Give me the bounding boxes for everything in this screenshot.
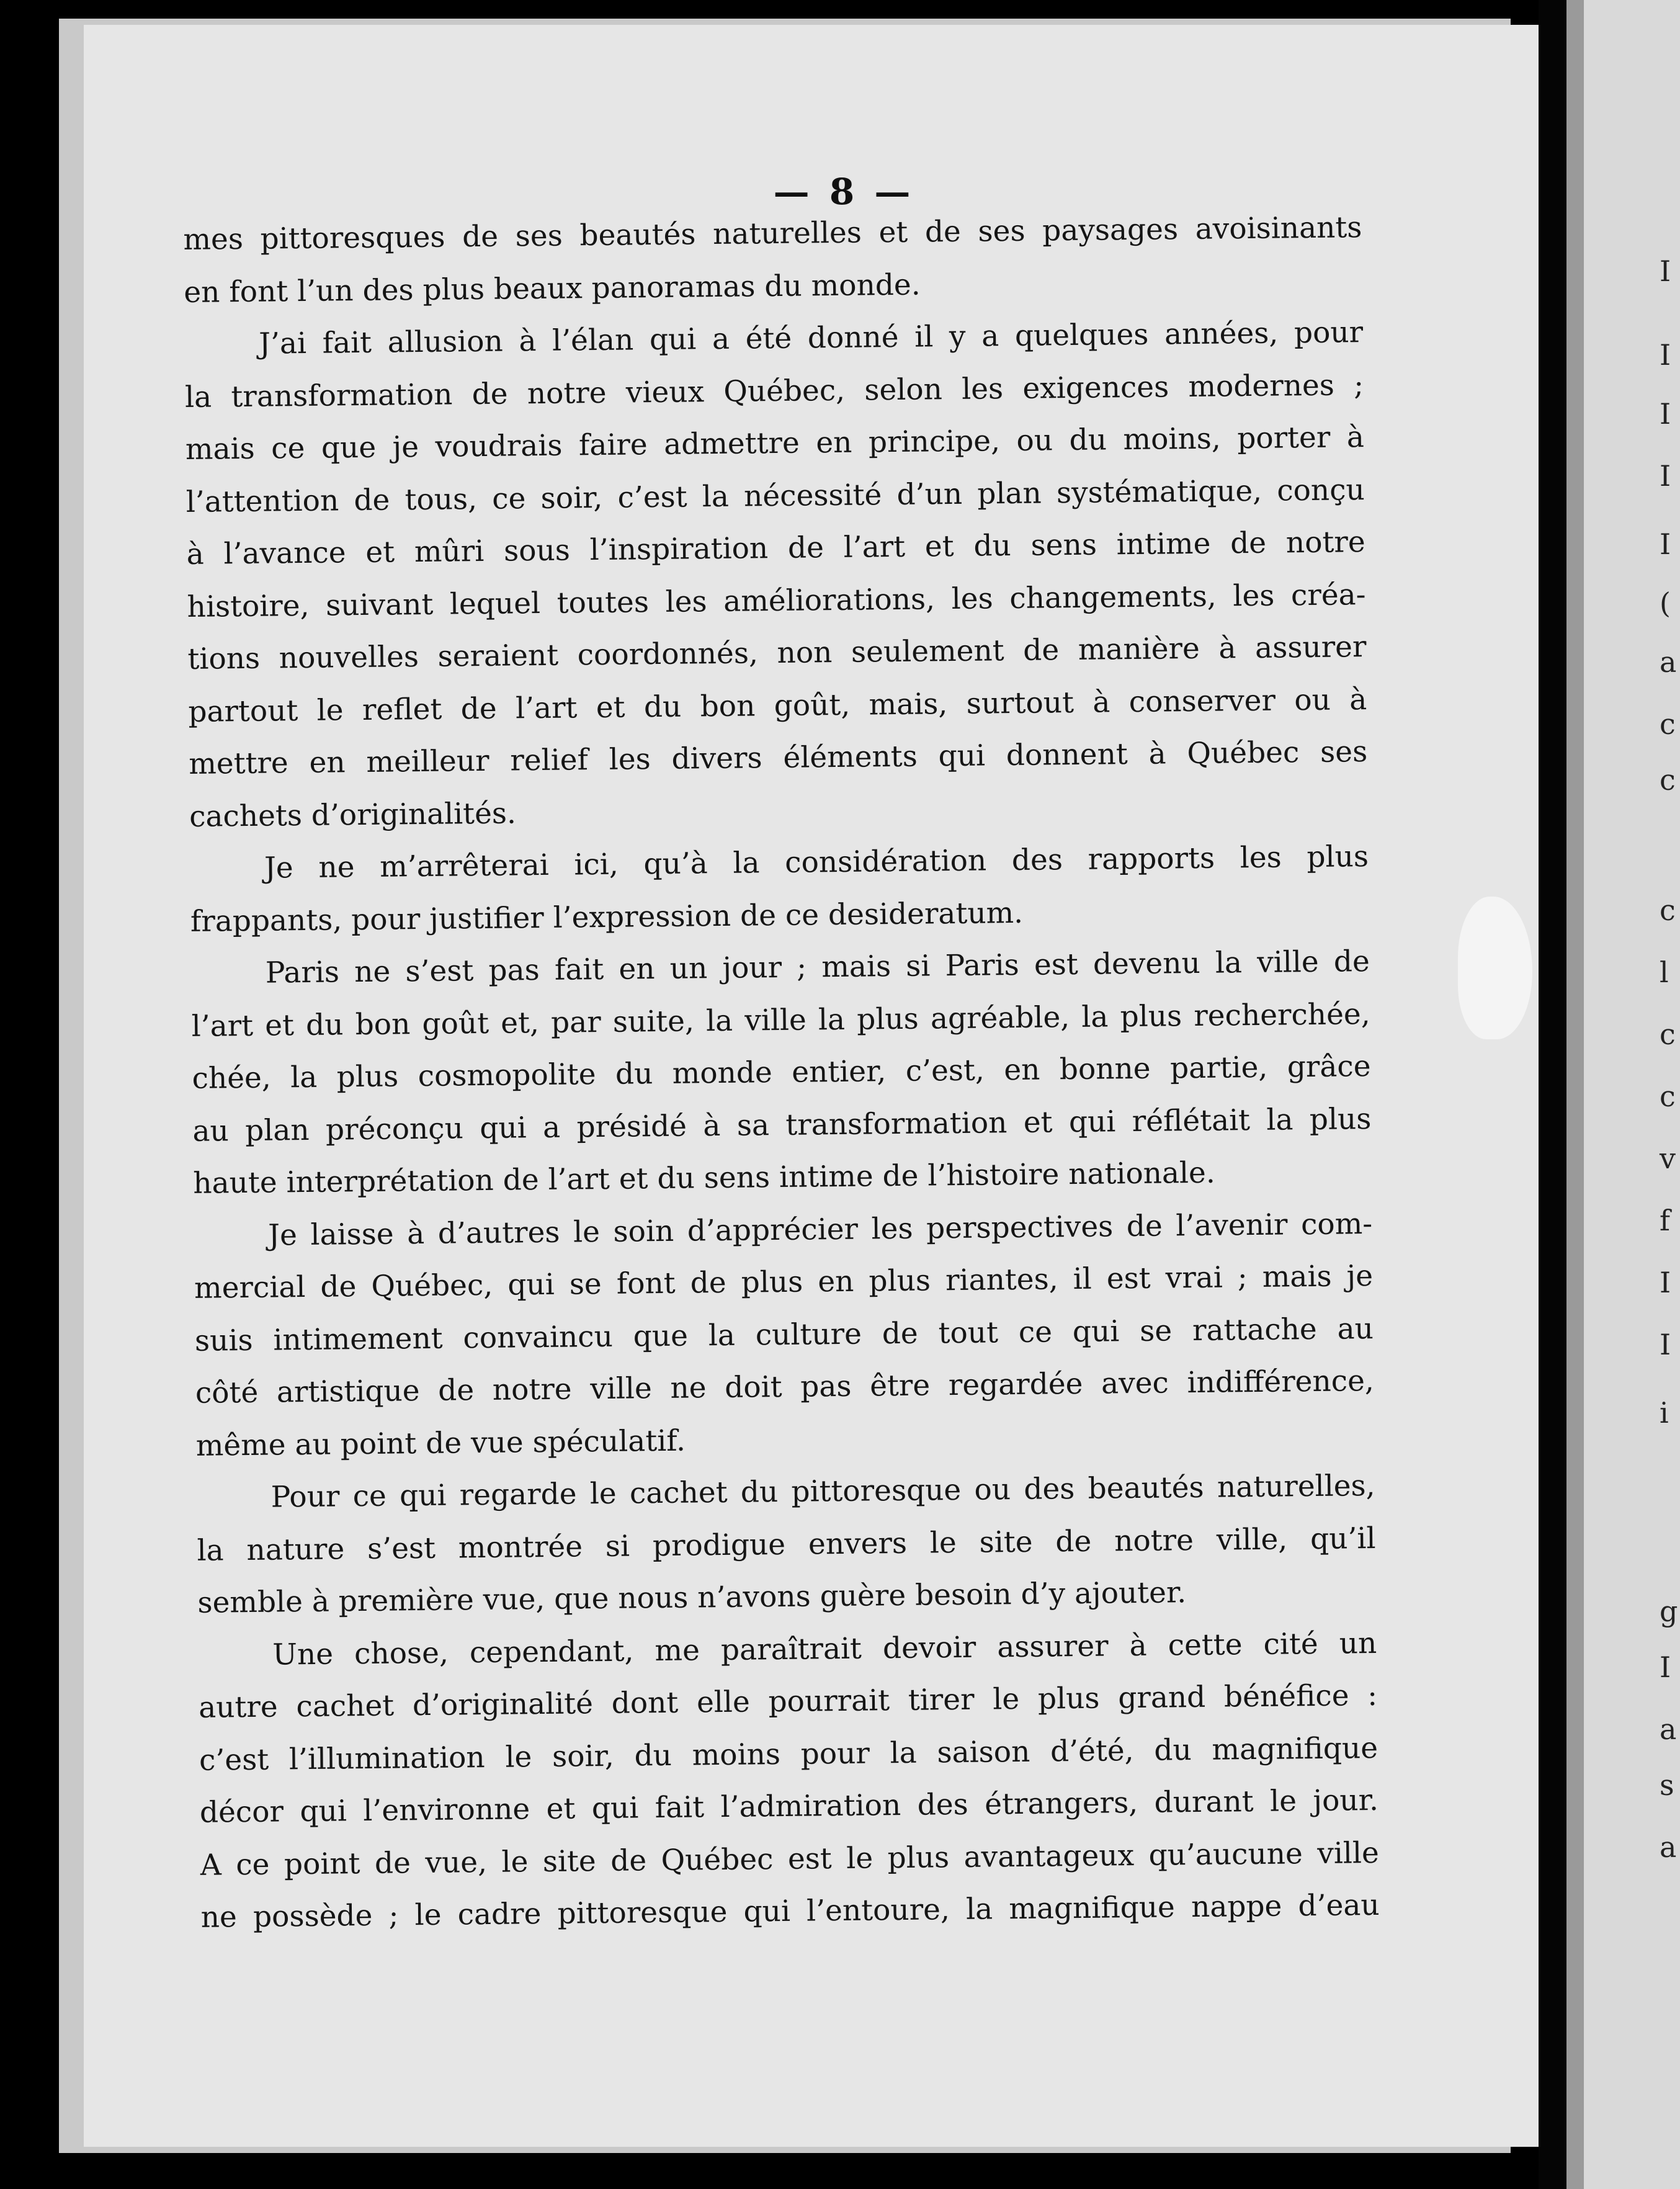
adjacent-page-fragment: c — [1660, 1018, 1676, 1051]
text-line: Une chose, cependant, me paraîtrait devoir assurer à cette cité un — [272, 1626, 1377, 1672]
text-line: ne possède ; le cadre pittoresque qui l’entoure, la magnifique nappe d’eau — [200, 1887, 1380, 1935]
text-line: mes pittoresques de ses beautés naturelles et de ses paysages avoisinants — [183, 210, 1362, 257]
text-line: chée, la plus cosmopolite du monde entier, c’est, en bonne partie, grâce — [192, 1049, 1371, 1096]
adjacent-page-edge — [1566, 0, 1584, 2189]
adjacent-page-fragment: I — [1660, 254, 1671, 288]
text-line: mais ce que je voudrais faire admettre en principe, ou du moins, porter à — [185, 420, 1365, 467]
text-line: la transformation de notre vieux Québec, selon les exigences modernes ; — [184, 367, 1364, 414]
adjacent-page-fragment: c — [1660, 763, 1676, 797]
text-line: tions nouvelles seraient coordonnés, non seulement de manière à assurer — [187, 630, 1367, 676]
text-line: A ce point de vue, le site de Québec est le plus avantageux qu’aucune ville — [200, 1835, 1380, 1882]
text-line: mettre en meilleur relief les divers éléments qui donnent à Québec ses — [188, 735, 1368, 781]
text-line: la nature s’est montrée si prodigue envers le site de notre ville, qu’il — [197, 1521, 1376, 1568]
text-line: haute interprétation de l’art et du sens intime de l’histoire nationale. — [193, 1155, 1216, 1201]
text-line: autre cachet d’originalité dont elle pourrait tirer le plus grand bénéfice : — [198, 1678, 1378, 1725]
text-line: partout le reflet de l’art et du bon goût, mais, surtout à conserver ou à — [188, 682, 1367, 729]
adjacent-page-fragment: c — [1660, 707, 1676, 741]
text-line: même au point de vue spéculatif. — [195, 1423, 686, 1463]
adjacent-page-fragment: c — [1660, 1080, 1676, 1113]
text-line: Pour ce qui regarde le cachet du pittoresque ou des beautés naturelles, — [270, 1468, 1375, 1515]
adjacent-page-fragment: v — [1660, 1142, 1676, 1175]
text-line: côté artistique de notre ville ne doit pas être regardée avec indifférence, — [195, 1364, 1375, 1410]
adjacent-page-fragment: I — [1660, 338, 1671, 372]
text-line: J’ai fait allusion à l’élan qui a été donné il y a quelques années, pour — [258, 315, 1364, 361]
text-line: Paris ne s’est pas fait en un jour ; mais si Paris est devenu la ville de — [265, 944, 1370, 990]
text-line: décor qui l’environne et qui fait l’admiration des étrangers, durant le jour. — [199, 1783, 1379, 1830]
body-text — [183, 202, 1380, 1944]
text-line: histoire, suivant lequel toutes les améliorations, les changements, les créa- — [187, 577, 1366, 624]
text-line: Je ne m’arrêterai ici, qu’à la considération des rapports les plus — [264, 839, 1369, 885]
text-line: mercial de Québec, qui se font de plus en plus riantes, il est vrai ; mais je — [194, 1259, 1374, 1305]
text-line: l’art et du bon goût et, par suite, la ville la plus agréable, la plus recherchée, — [191, 996, 1370, 1044]
adjacent-page-fragment: I — [1660, 1328, 1671, 1361]
page-number: — 8 — — [773, 171, 914, 213]
adjacent-page-fragment: l — [1660, 956, 1669, 989]
adjacent-page-fragment: s — [1660, 1768, 1674, 1802]
adjacent-page-fragment: f — [1660, 1204, 1671, 1237]
adjacent-page-fragment: a — [1660, 1712, 1677, 1746]
adjacent-page-fragment: ( — [1660, 586, 1671, 620]
text-line: frappants, pour justifier l’expression de ce desideratum. — [190, 895, 1024, 939]
adjacent-page-fragment: g — [1660, 1595, 1678, 1628]
adjacent-page-fragment: I — [1660, 527, 1671, 561]
adjacent-page-fragment: c — [1660, 893, 1676, 927]
adjacent-page — [1566, 0, 1680, 2189]
text-line: c’est l’illumination le soir, du moins pour la saison d’été, du magnifique — [199, 1730, 1378, 1778]
adjacent-page-fragment: I — [1660, 397, 1671, 431]
adjacent-page-fragment: I — [1660, 459, 1671, 493]
text-line: suis intimement convaincu que la culture de tout ce qui se rattache au — [194, 1311, 1374, 1358]
text-line: au plan préconçu qui a présidé à sa transformation et qui réflétait la plus — [192, 1101, 1372, 1148]
adjacent-page-fragment: I — [1660, 1650, 1671, 1684]
adjacent-page-fragment: I — [1660, 1266, 1671, 1299]
text-line: l’attention de tous, ce soir, c’est la nécessité d’un plan systématique, conçu — [185, 472, 1365, 519]
text-line: Je laisse à d’autres le soin d’apprécier les perspectives de l’avenir com- — [267, 1206, 1373, 1253]
adjacent-page-fragment: a — [1660, 645, 1677, 679]
adjacent-page-fragment: i — [1660, 1396, 1669, 1430]
text-line: en font l’un des plus beaux panoramas du monde. — [184, 267, 921, 310]
adjacent-page-fragment: a — [1660, 1830, 1677, 1864]
text-line: semble à première vue, que nous n’avons guère besoin d’y ajouter. — [197, 1575, 1187, 1620]
text-line: à l’avance et mûri sous l’inspiration de l’art et du sens intime de notre — [186, 525, 1365, 571]
text-line: cachets d’originalités. — [189, 795, 517, 834]
book-spine — [1539, 0, 1566, 2189]
